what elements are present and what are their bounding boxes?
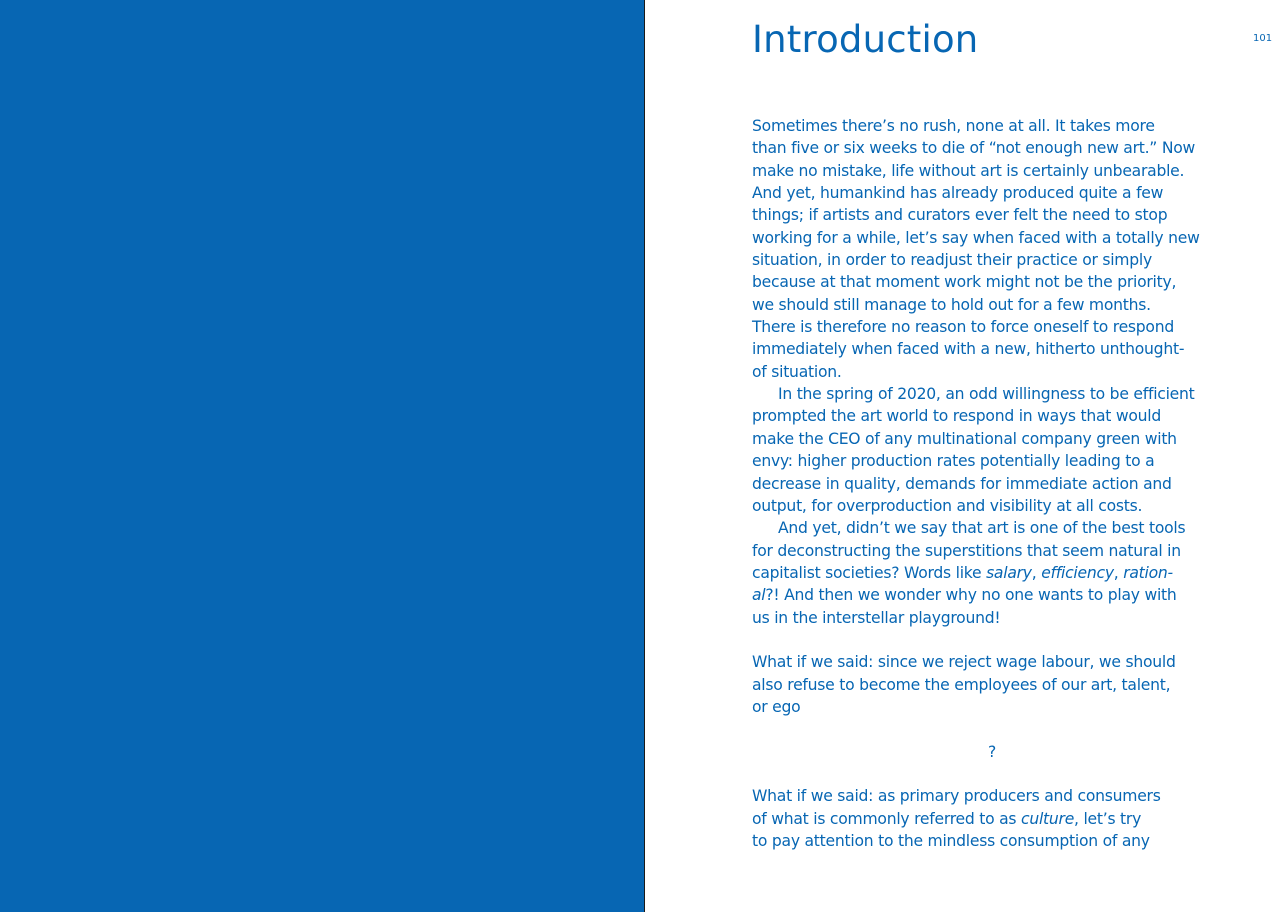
text-line: or ego [752,697,801,716]
text-line: us in the interstellar playground! [752,608,1001,627]
text-line: What if we said: since we reject wage labour, we should [752,653,1176,672]
text-line: And yet, humankind has already produced quite a few [752,184,1164,203]
text-line: And yet, didn’t we say that art is one of the best tools [778,519,1186,538]
text-line: In the spring of 2020, an odd willingness to be efficient [778,385,1195,404]
text-line: of situation. [752,362,842,381]
text-line: What if we said: as primary producers and consumers [752,787,1161,806]
text-line: also refuse to become the employees of our art, talent, [752,675,1171,694]
italic-word-rational-part1: ration- [1123,563,1173,582]
page-number: 101 [1253,33,1273,44]
text-run: , [1031,563,1042,582]
text-run: capitalist societies? Words like [752,563,987,582]
text-line: working for a while, let’s say when faced with a totally new [752,228,1200,247]
text-line: output, for overproduction and visibility at all costs. [752,496,1143,515]
italic-word-efficiency: efficiency [1041,563,1114,582]
text-line: than five or six weeks to die of “not enough new art.” Now [752,139,1196,158]
text-line: make no mistake, life without art is certainly unbearable. [752,161,1185,180]
italic-word-rational-part2: al [752,586,766,605]
text-line: Sometimes there’s no rush, none at all. It takes more [752,117,1155,135]
text-line: prompted the art world to respond in ways that would [752,407,1162,426]
text-line [752,584,1242,606]
text-run: , let’s try [1074,809,1142,828]
text-line: situation, in order to readjust their practice or simply [752,251,1152,270]
page-title: Introduction [752,18,979,61]
text-line: things; if artists and curators ever felt the need to stop [752,206,1168,225]
question-mark: ? [987,742,997,761]
text-line: make the CEO of any multinational company green with [752,429,1177,448]
paragraph-gap [752,629,1242,651]
text-line: immediately when faced with a new, hitherto unthought- [752,340,1185,359]
text-line: we should still manage to hold out for a few months. [752,295,1151,314]
text-line: There is therefore no reason to force oneself to respond [752,318,1175,337]
text-line: to pay attention to the mindless consumption of any [752,832,1150,850]
text-line: because at that moment work might not be the priority, [752,273,1177,292]
text-run: ?! And then we wonder why no one wants to play with [765,586,1177,605]
paragraph-gap [752,763,1242,785]
text-line: for deconstructing the superstitions that seem natural in [752,541,1181,560]
italic-word-culture: culture [1021,809,1075,828]
text-run: of what is commonly referred to as [752,809,1021,828]
body-text [752,115,1242,852]
text-run: , [1113,563,1124,582]
text-line: envy: higher production rates potentially leading to a [752,452,1155,471]
italic-word-salary: salary [986,563,1032,582]
text-line: decrease in quality, demands for immediate action and [752,474,1172,493]
text-line [752,808,1242,830]
right-page [645,0,1288,912]
text-line [752,562,1242,584]
paragraph-gap [752,718,1242,740]
